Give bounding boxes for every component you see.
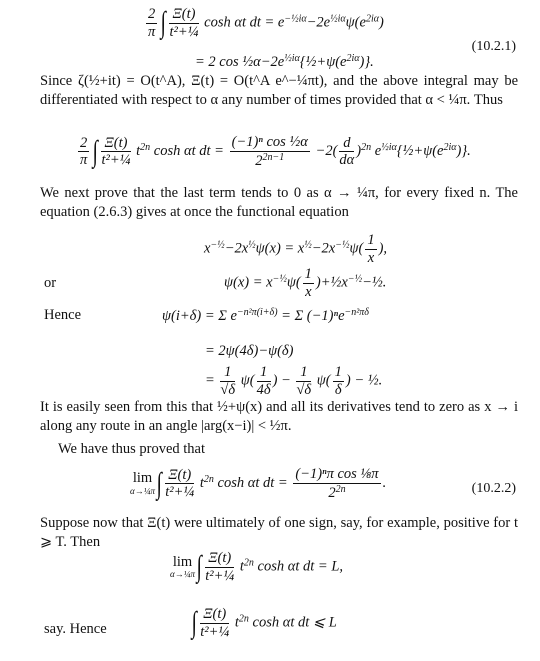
equation-psi-i-delta-line-2: = 2ψ(4δ)−ψ(δ) — [205, 343, 294, 359]
paragraph-since: Since ζ(½+it) = O(t^A), Ξ(t) = O(t^A e^−¼πt), and the above integral may be differentiated with respect to α any number of times provided that α < ¼π. Thus — [40, 73, 518, 109]
equation-10-2-2: lim α→¼π ∫ $\frac{\Xi(t)}{\text{t²+¼}}$ $t^{2n}$ cosh αt dt = $\frac{\text{(−1)ⁿπ cos ⅛π}}{2^{2n}}$ . — [130, 466, 387, 501]
label-or: or — [44, 275, 57, 291]
paragraph-next-prove: We next prove that the last term tends to 0 as α → ¼π, for every fixed n. The equation (2.6.3) gives at once the functional equation — [40, 185, 518, 221]
paragraph-suppose: Suppose now that Ξ(t) were ultimately of one sign, say, for example, positive for t ⩾ T. Then — [40, 515, 518, 551]
equation-10-2-1-line-2: = 2 $\cos \frac{1}{2}\alpha-2e^{\frac{1}{2}i\alpha}\{\frac{1}{2}+\psi(e^{2i\alpha})\}$. — [195, 53, 374, 70]
equation-psi-i-delta-line-1: ψ(i+δ) = Σ $e^{-n^2\pi(i+\delta)} = \Sigma$ (−1)ⁿe$^{-n^2\pi\delta}$ — [162, 307, 369, 324]
equation-psi-i-delta-line-3: = $\frac{1}{√\delta}$ ψ( $\frac{1}{4\delta}$ ) − $\frac{1}{√\delta}$ ψ( $\frac{1}{\delta}$ ) − ½. — [205, 364, 383, 398]
equation-limit-L: lim α→¼π ∫ $\frac{\Xi(t)}{\text{t²+¼}}$ $t^{2n}$ cosh αt dt = L, — [170, 550, 344, 584]
functional-equation-psi: $\psi(x) = x^{-\frac{1}{2}}\psi$( $\frac{1}{x}$ )$+\frac{1}{2}x^{-\frac{1}{2}}-\frac{1}{2}$. — [224, 266, 387, 300]
label-hence: Hence — [44, 307, 82, 323]
equation-number-10-2-2: (10.2.2) — [471, 481, 516, 496]
equation-10-2-1-line-1: $\frac{2}{\pi}$ ∫ $\frac{\Xi(t)}{\text{t²+¼}}$ cosh αt dt = $e^{-\frac{1}{2}i\alpha}-2e^{\frac{1}{2}i\alpha}\psi(e^{2i\alpha})$ — [147, 6, 384, 40]
paragraph-easily-seen: It is easily seen from this that ½+ψ(x) and all its derivatives tend to zero as x → i along any route in an angle |arg(x−i)| < ½π. — [40, 399, 518, 435]
equation-number-10-2-1: (10.2.1) — [471, 39, 516, 54]
equation-inequality: ∫ $\frac{\Xi(t)}{\text{t²+¼}}$ $t^{2n}$ cosh αt dt ⩽ L — [191, 606, 337, 640]
equation-derivative: $\frac{2}{\pi}$ ∫ $\frac{\Xi(t)}{\text{t²+¼}}$ $t^{2n}$ cosh αt dt = $\frac{\text{(−1)ⁿ cos ½α}}{2^{2n-1}}$ −2( $\frac{d}{d\alpha}$ )$^{2n}$ $e^{\frac{1}{2}i\alpha}\{\frac{1}{2}+\psi(e^{2i\alpha})\}$. — [79, 134, 471, 169]
label-say-hence: say. Hence — [44, 621, 107, 637]
paragraph-proved: We have thus proved that — [58, 441, 206, 457]
functional-equation: $x^{-\frac{1}{2}}-2x^{\frac{1}{2}}\psi(x) = x^{\frac{1}{2}}-2x^{-\frac{1}{2}}\psi$( $\frac{1}{x}$ ), — [204, 232, 388, 266]
